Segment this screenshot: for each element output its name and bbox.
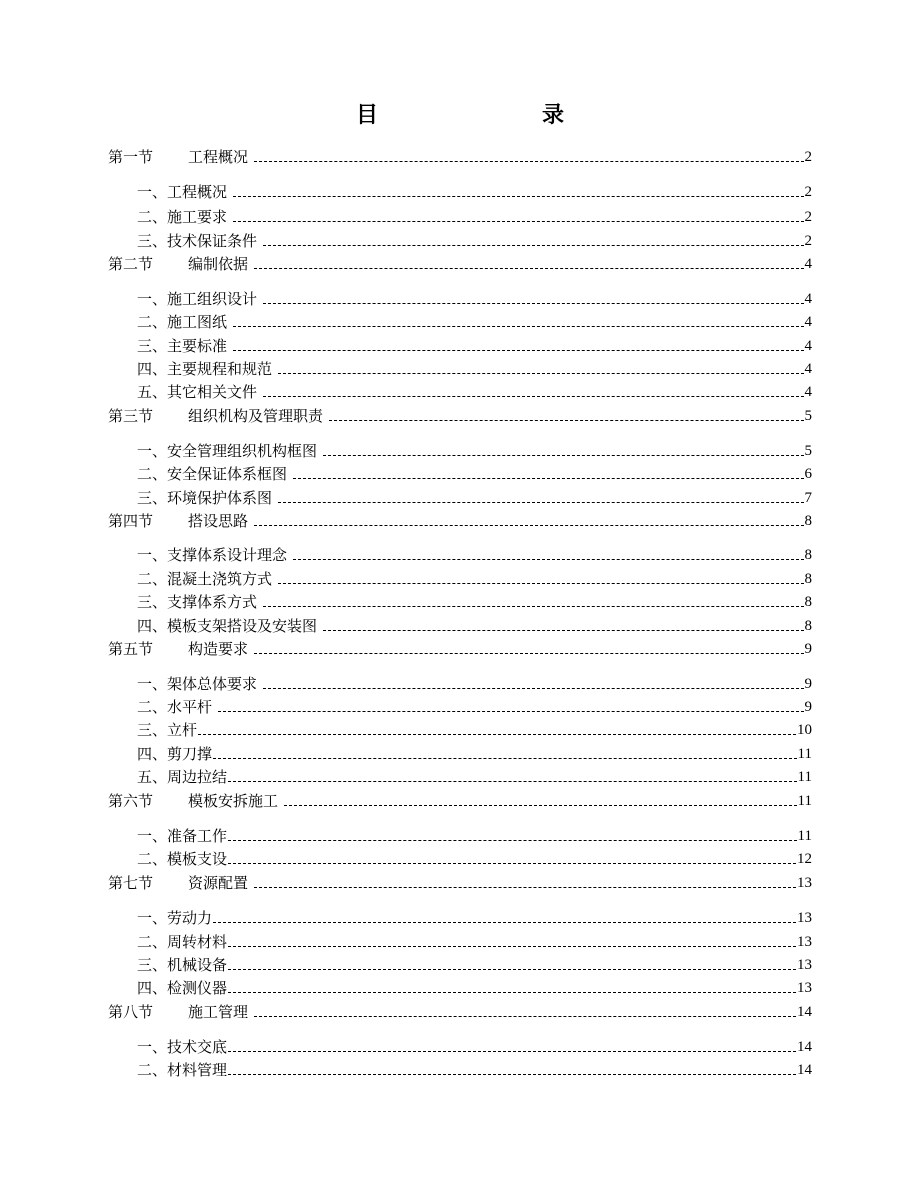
toc-entry-label: 组织机构及管理职责 <box>188 407 324 425</box>
toc-page-number: 8 <box>804 618 812 634</box>
toc-page-number: 11 <box>797 769 812 785</box>
toc-entry-label: 二、材料管理 <box>137 1061 228 1079</box>
toc-entry-label: 三、环境保护体系图 <box>137 489 273 507</box>
toc-page-number: 2 <box>804 184 812 200</box>
toc-entry-label: 施工管理 <box>188 1003 249 1021</box>
toc-page-number: 4 <box>804 338 812 354</box>
toc-entry-label: 一、准备工作 <box>137 827 228 845</box>
toc-entry-label: 工程概况 <box>188 148 249 166</box>
dot-leader <box>263 302 803 304</box>
toc-page-number: 13 <box>797 910 812 926</box>
toc-entry-label: 二、施工图纸 <box>137 313 228 331</box>
toc-section-number: 第七节 <box>108 874 154 892</box>
dot-leader <box>228 991 796 993</box>
toc-subsection-entry[interactable] <box>108 741 812 763</box>
dot-leader <box>228 945 796 947</box>
toc-page-number: 13 <box>797 934 812 950</box>
toc-entry-label: 二、混凝土浇筑方式 <box>137 570 273 588</box>
toc-section-number: 第八节 <box>108 1003 154 1021</box>
toc-entry-label: 四、检测仪器 <box>137 979 228 997</box>
toc-subsection-entry[interactable] <box>108 952 812 974</box>
toc-page-number: 2 <box>804 149 812 165</box>
dot-leader <box>263 395 803 397</box>
dot-leader <box>263 244 803 246</box>
dot-leader <box>254 652 803 654</box>
toc-page-number: 11 <box>797 793 812 809</box>
toc-entry-label: 二、施工要求 <box>137 208 228 226</box>
dot-leader <box>323 629 803 631</box>
toc-subsection-entry[interactable] <box>108 846 812 868</box>
dot-leader <box>293 558 803 560</box>
dot-leader <box>278 501 803 503</box>
dot-leader <box>198 733 796 735</box>
toc-entry-label: 一、施工组织设计 <box>137 290 258 308</box>
toc-section-entry[interactable] <box>108 403 812 425</box>
toc-entry-label: 二、水平杆 <box>137 698 213 716</box>
toc-subsection-entry[interactable] <box>108 438 812 460</box>
toc-subsection-entry[interactable] <box>108 204 812 226</box>
toc-subsection-entry[interactable] <box>108 975 812 997</box>
toc-subsection-entry[interactable] <box>108 823 812 845</box>
dot-leader <box>233 195 803 197</box>
toc-section-number: 第六节 <box>108 792 154 810</box>
toc-subsection-entry[interactable] <box>108 179 812 201</box>
toc-subsection-entry[interactable] <box>108 905 812 927</box>
toc-subsection-entry[interactable] <box>108 309 812 331</box>
toc-page-number: 8 <box>804 594 812 610</box>
toc-subsection-entry[interactable] <box>108 613 812 635</box>
toc-section-entry[interactable] <box>108 788 812 810</box>
toc-section-entry[interactable] <box>108 636 812 658</box>
dot-leader <box>284 804 797 806</box>
dot-leader <box>263 605 803 607</box>
toc-entry-label: 一、劳动力 <box>137 909 213 927</box>
dot-leader <box>213 921 796 923</box>
toc-page-number: 4 <box>804 384 812 400</box>
toc-subsection-entry[interactable] <box>108 333 812 355</box>
toc-page-number: 4 <box>804 291 812 307</box>
toc-entry-label: 五、周边拉结 <box>137 768 228 786</box>
toc-subsection-entry[interactable] <box>108 542 812 564</box>
toc-entry-label: 二、安全保证体系框图 <box>137 465 288 483</box>
dot-leader <box>293 477 803 479</box>
toc-subsection-entry[interactable] <box>108 379 812 401</box>
toc-page-number: 2 <box>804 209 812 225</box>
toc-entry-label: 编制依据 <box>188 255 249 273</box>
toc-entry-label: 四、模板支架搭设及安装图 <box>137 617 318 635</box>
toc-entry-label: 三、支撑体系方式 <box>137 593 258 611</box>
toc-subsection-entry[interactable] <box>108 485 812 507</box>
toc-page-number: 4 <box>804 361 812 377</box>
dot-leader <box>228 862 796 864</box>
toc-subsection-entry[interactable] <box>108 1034 812 1056</box>
toc-page-number: 11 <box>797 746 812 762</box>
toc-entry-label: 一、支撑体系设计理念 <box>137 546 288 564</box>
toc-section-entry[interactable] <box>108 508 812 530</box>
dot-leader <box>228 968 796 970</box>
dot-leader <box>278 582 803 584</box>
dot-leader <box>228 780 797 782</box>
toc-subsection-entry[interactable] <box>108 286 812 308</box>
toc-section-number: 第五节 <box>108 640 154 658</box>
dot-leader <box>278 372 803 374</box>
toc-section-entry[interactable] <box>108 144 812 166</box>
toc-page-number: 13 <box>797 980 812 996</box>
dot-leader <box>228 839 797 841</box>
toc-page-number: 8 <box>804 547 812 563</box>
dot-leader <box>228 1073 796 1075</box>
toc-page-number: 5 <box>804 408 812 424</box>
dot-leader <box>254 524 803 526</box>
toc-subsection-entry[interactable] <box>108 228 812 250</box>
toc-entry-label: 一、工程概况 <box>137 183 228 201</box>
toc-subsection-entry[interactable] <box>108 1057 812 1079</box>
toc-entry-label: 搭设思路 <box>188 512 249 530</box>
toc-entry-label: 二、周转材料 <box>137 933 228 951</box>
toc-section-number: 第二节 <box>108 255 154 273</box>
toc-page-number: 6 <box>804 466 812 482</box>
toc-page-number: 12 <box>797 851 812 867</box>
toc-page-number: 11 <box>797 828 812 844</box>
toc-page-number: 4 <box>804 314 812 330</box>
toc-entry-label: 资源配置 <box>188 874 249 892</box>
toc-page-number: 8 <box>804 513 812 529</box>
toc-section-number: 第一节 <box>108 148 154 166</box>
toc-subsection-entry[interactable] <box>108 929 812 951</box>
toc-page-number: 4 <box>804 256 812 272</box>
toc-subsection-entry[interactable] <box>108 694 812 716</box>
toc-subsection-entry[interactable] <box>108 356 812 378</box>
dot-leader <box>329 419 803 421</box>
toc-entry-label: 三、主要标准 <box>137 337 228 355</box>
toc-entry-label: 四、主要规程和规范 <box>137 360 273 378</box>
toc-page-number: 14 <box>797 1062 812 1078</box>
dot-leader <box>233 349 803 351</box>
dot-leader <box>254 886 796 888</box>
dot-leader <box>218 710 803 712</box>
dot-leader <box>254 1015 796 1017</box>
toc-entry-label: 五、其它相关文件 <box>137 383 258 401</box>
toc-page-number: 2 <box>804 233 812 249</box>
toc-page-number: 14 <box>797 1039 812 1055</box>
toc-page-number: 5 <box>804 443 812 459</box>
toc-subsection-entry[interactable] <box>108 566 812 588</box>
toc-entry-label: 四、剪刀撑 <box>137 745 213 763</box>
toc-subsection-entry[interactable] <box>108 764 812 786</box>
toc-subsection-entry[interactable] <box>108 717 812 739</box>
dot-leader <box>228 1050 796 1052</box>
toc-page-number: 13 <box>797 957 812 973</box>
dot-leader <box>254 160 803 162</box>
toc-page-number: 9 <box>804 641 812 657</box>
toc-entry-label: 一、架体总体要求 <box>137 675 258 693</box>
toc-page-number: 8 <box>804 571 812 587</box>
toc-section-number: 第三节 <box>108 407 154 425</box>
toc-page-number: 9 <box>804 676 812 692</box>
toc-entry-label: 三、立杆 <box>137 721 198 739</box>
toc-entry-label: 一、安全管理组织机构框图 <box>137 442 318 460</box>
toc-section-number: 第四节 <box>108 512 154 530</box>
toc-entry-label: 一、技术交底 <box>137 1038 228 1056</box>
toc-subsection-entry[interactable] <box>108 461 812 483</box>
toc-page-number: 14 <box>797 1004 812 1020</box>
toc-page-number: 9 <box>804 699 812 715</box>
toc-section-entry[interactable] <box>108 999 812 1021</box>
toc-subsection-entry[interactable] <box>108 589 812 611</box>
dot-leader <box>263 687 803 689</box>
toc-entry-label: 三、技术保证条件 <box>137 232 258 250</box>
toc-entry-label: 二、模板支设 <box>137 850 228 868</box>
toc-section-entry[interactable] <box>108 251 812 273</box>
page-title: 目 录 <box>355 102 604 128</box>
toc-entry-label: 构造要求 <box>188 640 249 658</box>
toc-section-entry[interactable] <box>108 870 812 892</box>
dot-leader <box>323 454 803 456</box>
toc-page-number: 10 <box>797 722 812 738</box>
toc-subsection-entry[interactable] <box>108 671 812 693</box>
toc-page-number: 13 <box>797 875 812 891</box>
toc-page-number: 7 <box>804 490 812 506</box>
dot-leader <box>213 757 797 759</box>
toc-entry-label: 三、机械设备 <box>137 956 228 974</box>
dot-leader <box>233 220 803 222</box>
dot-leader <box>254 267 803 269</box>
dot-leader <box>233 325 803 327</box>
toc-entry-label: 模板安拆施工 <box>188 792 279 810</box>
